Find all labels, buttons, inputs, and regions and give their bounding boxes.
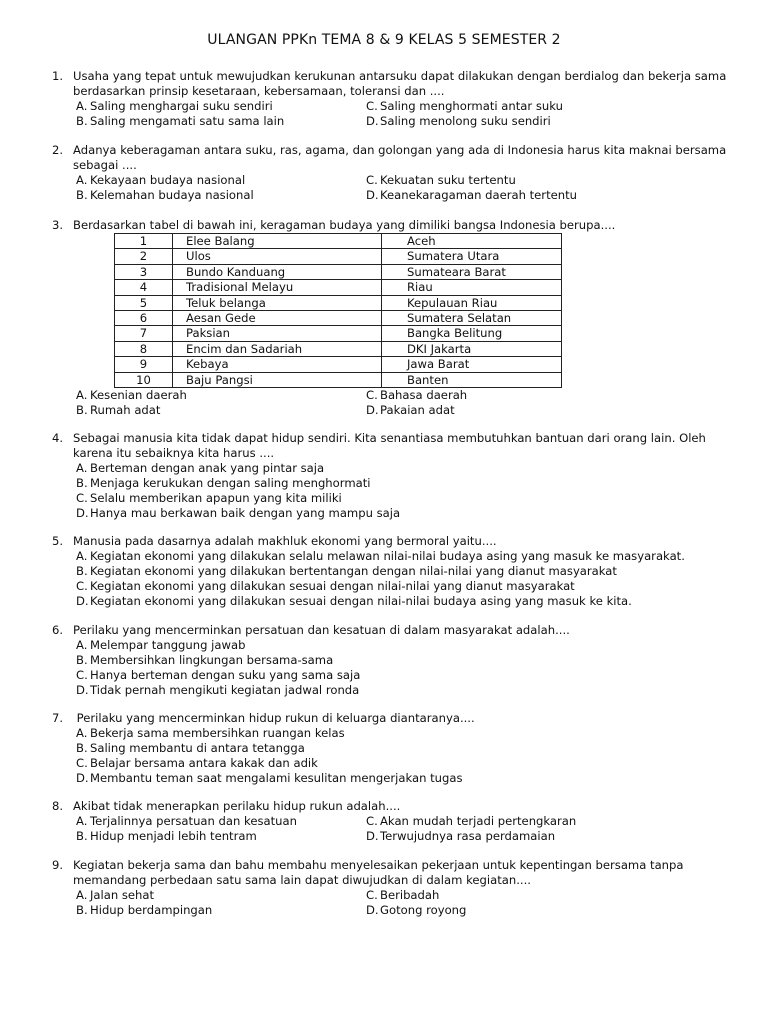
option-text: Kegiatan ekonomi yang dilakukan sesuai dengan nilai-nilai yang dianut masyarakat [90,579,575,593]
option-d[interactable] [366,903,686,918]
option-d[interactable] [76,683,732,698]
option-label: B. [76,476,88,490]
option-a[interactable] [76,638,732,653]
option-text: Hidup berdampingan [90,903,213,917]
option-d[interactable] [366,403,686,418]
option-text: Bekerja sama membersihkan ruangan kelas [90,726,345,740]
question-7 [52,711,732,786]
options [76,726,732,786]
option-text: Rumah adat [90,403,161,418]
table-row [115,264,562,279]
option-b[interactable] [76,564,732,579]
option-label: D. [76,683,89,697]
option-text: Bahasa daerah [380,388,468,403]
question-text: Adanya keberagaman antara suku, ras, agama, dan golongan yang ada di Indonesia harus kita maknai bersama sebagai .... [73,143,727,172]
option-text: Kegiatan ekonomi yang dilakukan sesuai dengan nilai-nilai budaya asing yang masuk ke kita. [90,594,632,608]
option-a[interactable] [76,461,732,476]
option-label: B. [76,741,88,755]
option-label: B. [76,403,88,418]
costume-name: Bundo Kanduang [173,264,382,279]
option-text: Gotong royong [380,903,467,917]
option-label: A. [76,814,88,828]
option-label: B. [76,829,88,843]
table-row [115,280,562,295]
option-label: A. [76,726,88,740]
region-name: Jawa Barat [382,357,562,372]
row-number: 3 [115,264,173,279]
region-name: Sumatera Utara [382,249,562,264]
question-number: 1. [52,69,64,83]
row-number: 5 [115,295,173,310]
page-title: ULANGAN PPKn TEMA 8 & 9 KELAS 5 SEMESTER 2 [207,32,561,48]
option-a[interactable] [76,388,366,403]
option-c[interactable] [76,756,732,771]
option-label: D. [366,188,379,202]
row-number: 1 [115,234,173,249]
option-text: Tidak pernah mengikuti kegiatan jadwal ronda [90,683,360,697]
option-d[interactable] [366,829,686,844]
options [76,814,732,844]
question-text: Perilaku yang mencerminkan hidup rukun di keluarga diantaranya.... [73,711,475,725]
question-number: 7. [52,711,64,725]
question-3 [52,218,732,418]
option-label: C. [366,814,378,828]
option-label: D. [76,594,89,608]
option-text: Saling mengamati satu sama lain [90,114,285,128]
option-label: A. [76,549,88,563]
option-text: Beribadah [380,888,440,902]
question-text: Akibat tidak menerapkan perilaku hidup rukun adalah.... [73,799,401,813]
row-number: 4 [115,280,173,295]
option-label: B. [76,653,88,667]
option-label: C. [366,388,378,403]
option-label: C. [366,99,378,113]
option-d[interactable] [366,114,686,129]
table-row [115,326,562,341]
option-a[interactable] [76,549,732,564]
costume-name: Aesan Gede [173,311,382,326]
option-text: Membersihkan lingkungan bersama-sama [90,653,334,667]
question-number: 9. [52,858,64,872]
option-label: A. [76,388,88,403]
option-label: B. [76,114,88,128]
option-text: Hidup menjadi lebih tentram [90,829,257,843]
costume-name: Elee Balang [173,234,382,249]
option-label: D. [366,403,379,418]
option-c[interactable] [76,491,732,506]
option-text: Kegiatan ekonomi yang dilakukan bertentangan dengan nilai-nilai yang dianut masyarakat [90,564,617,578]
row-number: 8 [115,341,173,356]
question-text: Berdasarkan tabel di bawah ini, keragaman budaya yang dimiliki bangsa Indonesia berupa.... [73,218,616,232]
question-number: 8. [52,799,64,813]
option-label: D. [76,771,89,785]
costume-name: Paksian [173,326,382,341]
option-b[interactable] [76,476,732,491]
option-label: C. [76,668,88,682]
question-number: 2. [52,143,64,157]
option-text: Terwujudnya rasa perdamaian [380,829,556,843]
option-b[interactable] [76,403,366,418]
row-number: 2 [115,249,173,264]
option-label: A. [76,99,88,113]
table-row [115,341,562,356]
option-a[interactable] [76,814,366,829]
region-name: Bangka Belitung [382,326,562,341]
region-name: Sumatera Selatan [382,311,562,326]
region-name: Kepulauan Riau [382,295,562,310]
option-c[interactable] [76,668,732,683]
option-label: B. [76,564,88,578]
question-6 [52,623,732,698]
option-d[interactable] [76,594,732,609]
option-b[interactable] [76,114,366,129]
question-number: 4. [52,431,64,445]
option-b[interactable] [76,653,732,668]
option-b[interactable] [76,741,732,756]
option-text: Belajar bersama antara kakak dan adik [90,756,318,770]
option-text: Berteman dengan anak yang pintar saja [90,461,325,475]
question-text: Kegiatan bekerja sama dan bahu membahu menyelesaikan pekerjaan untuk kepentingan bersama tanpa memandang perbedaan satu sama lain dapat diwujudkan di dalam kegiatan.... [73,858,684,887]
options [76,549,732,609]
option-text: Saling membantu di antara tetangga [90,741,305,755]
option-label: D. [366,903,379,917]
option-a[interactable] [76,173,366,188]
option-text: Terjalinnya persatuan dan kesatuan [90,814,297,828]
option-text: Melempar tanggung jawab [90,638,246,652]
option-text: Kekuatan suku tertentu [380,173,516,187]
question-text: Perilaku yang mencerminkan persatuan dan kesatuan di dalam masyarakat adalah.... [73,623,570,637]
option-c[interactable] [76,579,732,594]
option-c[interactable] [366,888,686,903]
question-2 [52,143,732,203]
costume-name: Encim dan Sadariah [173,341,382,356]
option-text: Kegiatan ekonomi yang dilakukan selalu melawan nilai-nilai budaya asing yang masuk ke masyarakat. [90,549,685,563]
question-5 [52,534,732,609]
option-text: Saling menghormati antar suku [380,99,563,113]
options [76,461,732,521]
question-9 [52,858,732,918]
option-label: A. [76,461,88,475]
table-row [115,372,562,387]
question-text: Sebagai manusia kita tidak dapat hidup sendiri. Kita senantiasa membutuhkan bantuan dari orang lain. Oleh karena itu sebaiknya kita harus .... [73,431,706,460]
option-text: Menjaga kerukukan dengan saling menghormati [90,476,371,490]
region-name: Riau [382,280,562,295]
option-label: C. [76,491,88,505]
row-number: 7 [115,326,173,341]
costume-name: Baju Pangsi [173,372,382,387]
option-c[interactable] [366,814,686,829]
option-text: Hanya berteman dengan suku yang sama saja [90,668,361,682]
option-label: D. [366,829,379,843]
option-text: Jalan sehat [90,888,155,902]
options [76,173,732,203]
question-number: 6. [52,623,64,637]
option-c[interactable] [366,388,686,403]
option-text: Selalu memberikan apapun yang kita miliki [90,491,342,505]
option-text: Hanya mau berkawan baik dengan yang mampu saja [90,506,401,520]
option-text: Saling menghargai suku sendiri [90,99,273,113]
costume-name: Kebaya [173,357,382,372]
table-row [115,249,562,264]
costume-name: Teluk belanga [173,295,382,310]
region-name: Sumateara Barat [382,264,562,279]
option-label: D. [366,114,379,128]
option-label: D. [76,506,89,520]
question-8 [52,799,732,844]
region-name: DKI Jakarta [382,341,562,356]
option-label: B. [76,903,88,917]
option-label: B. [76,188,88,202]
option-text: Kesenian daerah [90,388,187,403]
question-4 [52,431,732,521]
option-text: Akan mudah terjadi pertengkaran [380,814,577,828]
options [76,99,732,129]
option-b[interactable] [76,829,366,844]
option-b[interactable] [76,188,366,203]
option-a[interactable] [76,726,732,741]
row-number: 10 [115,372,173,387]
option-a[interactable] [76,888,366,903]
options [76,388,732,418]
table-row [115,311,562,326]
costume-name: Tradisional Melayu [173,280,382,295]
option-text: Membantu teman saat mengalami kesulitan mengerjakan tugas [90,771,463,785]
region-name: Banten [382,372,562,387]
option-text: Pakaian adat [380,403,455,418]
option-c[interactable] [366,99,686,114]
row-number: 6 [115,311,173,326]
option-d[interactable] [76,506,732,521]
option-d[interactable] [76,771,732,786]
option-label: A. [76,638,88,652]
table-row [115,295,562,310]
question-number: 3. [52,218,64,232]
row-number: 9 [115,357,173,372]
option-d[interactable] [366,188,686,203]
table-row [115,234,562,249]
option-a[interactable] [76,99,366,114]
region-name: Aceh [382,234,562,249]
question-number: 5. [52,534,64,548]
costume-name: Ulos [173,249,382,264]
question-text: Usaha yang tepat untuk mewujudkan kerukunan antarsuku dapat dilakukan dengan berdialog dan bekerja sama berdasarkan prinsip kesetaraan, kebersamaan, toleransi dan .... [73,69,727,98]
options [76,888,732,918]
option-text: Keanekaragaman daerah tertentu [380,188,577,202]
options [76,638,732,698]
question-1 [52,69,732,129]
culture-table [114,233,562,388]
option-text: Kelemahan budaya nasional [90,188,254,202]
option-c[interactable] [366,173,686,188]
option-b[interactable] [76,903,366,918]
option-label: C. [76,579,88,593]
option-text: Kekayaan budaya nasional [90,173,246,187]
option-label: C. [76,756,88,770]
option-label: A. [76,888,88,902]
option-label: A. [76,173,88,187]
option-label: C. [366,173,378,187]
table-row [115,357,562,372]
option-label: C. [366,888,378,902]
question-text: Manusia pada dasarnya adalah makhluk ekonomi yang bermoral yaitu.... [73,534,497,548]
option-text: Saling menolong suku sendiri [380,114,551,128]
